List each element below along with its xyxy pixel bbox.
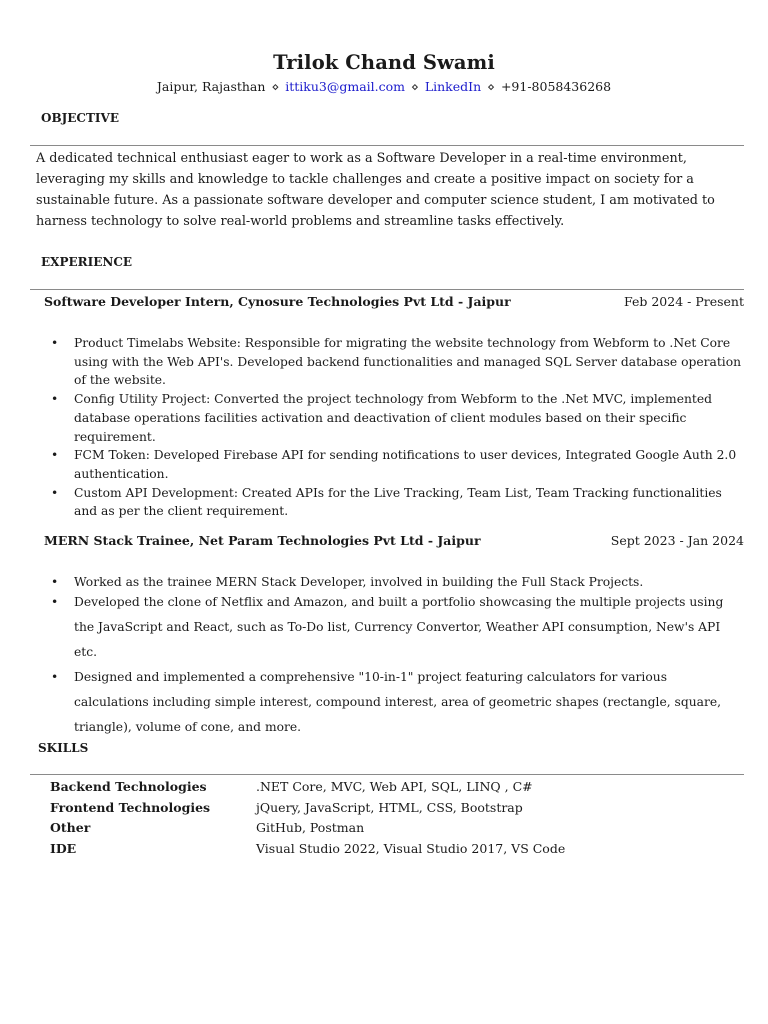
job-dates: Feb 2024 - Present: [623, 294, 744, 309]
list-item: • Designed and implemented a comprehensive "10-in-1" project featuring calculators for various calculations including simple interest, compound interest, area of geometric shapes (rectangle, square, triangle), volume of cone, and more.: [44, 665, 744, 740]
list-item: • Custom API Development: Created APIs for the Live Tracking, Team List, Team Tracking functionalities and as per the client requirement.: [44, 484, 744, 521]
skills-heading: SKILLS: [38, 741, 89, 755]
job-title: Software Developer Intern, Cynosure Technologies Pvt Ltd - Jaipur: [44, 294, 511, 309]
section-divider: [30, 289, 744, 290]
skill-row: [50, 798, 650, 819]
linkedin-link[interactable]: LinkedIn: [424, 79, 482, 94]
location-text: Jaipur, Rajasthan: [156, 79, 266, 94]
email-link[interactable]: ittiku3@gmail.com: [285, 79, 406, 94]
list-item: • FCM Token: Developed Firebase API for sending notifications to user devices, Integrated Google Auth 2.0 authentication.: [44, 446, 744, 483]
skill-row: [50, 818, 650, 839]
skill-category: IDE: [50, 840, 77, 856]
job-header: [44, 294, 744, 309]
objective-heading: OBJECTIVE: [41, 111, 119, 125]
job-header: [44, 533, 744, 548]
job-title: MERN Stack Trainee, Net Param Technologies Pvt Ltd - Jaipur: [44, 533, 481, 548]
candidate-name: Trilok Chand Swami: [273, 51, 495, 74]
skill-category: Backend Technologies: [50, 779, 207, 794]
objective-text: A dedicated technical enthusiast eager to work as a Software Developer in a real-time environment, leveraging my skills and knowledge to tackle challenges and create a positive impact on society for a sustainable future. As a passionate software developer and computer science student, I am motivated to harness technology to solve real-world problems and streamline tasks effectively.: [36, 151, 715, 229]
section-divider: [30, 145, 744, 146]
skill-row: [50, 777, 650, 798]
phone-text: +91-8058436268: [500, 79, 612, 94]
experience-heading: EXPERIENCE: [41, 255, 133, 269]
list-item: • Product Timelabs Website: Responsible for migrating the website technology from Webform to .Net Core using with the Web API's. Developed backend functionalities and managed SQL Server database operation of the website.: [44, 334, 744, 390]
list-item: • Developed the clone of Netflix and Amazon, and built a portfolio showcasing the multiple projects using the JavaScript and React, such as To-Do list, Currency Convertor, Weather API consumption, New's API etc.: [44, 590, 744, 665]
section-divider: [30, 774, 744, 775]
separator-icon: ⋄: [487, 79, 495, 94]
list-item: • Config Utility Project: Converted the project technology from Webform to the .Net MVC, implemented database operations facilities activation and deactivation of client modules based on their specific requirement.: [44, 390, 744, 446]
skill-value: GitHub, Postman: [256, 820, 365, 835]
separator-icon: ⋄: [271, 79, 280, 94]
job-bullets: [44, 573, 744, 592]
separator-icon: ⋄: [411, 79, 419, 94]
skills-table: [50, 777, 650, 859]
contact-line: [0, 79, 768, 94]
skill-category: Other: [50, 820, 91, 835]
job-bullets: [44, 334, 744, 521]
skill-category: Frontend Technologies: [50, 799, 211, 815]
list-item: • Worked as the trainee MERN Stack Developer, involved in building the Full Stack Projects.: [44, 573, 744, 592]
skill-row: [50, 839, 650, 860]
skill-value: jQuery, JavaScript, HTML, CSS, Bootstrap: [256, 799, 523, 815]
skill-value: .NET Core, MVC, Web API, SQL, LINQ , C#: [256, 779, 533, 794]
job-bullets: [44, 590, 744, 740]
skill-value: Visual Studio 2022, Visual Studio 2017, VS Code: [256, 840, 566, 856]
job-dates: Sept 2023 - Jan 2024: [610, 533, 744, 548]
